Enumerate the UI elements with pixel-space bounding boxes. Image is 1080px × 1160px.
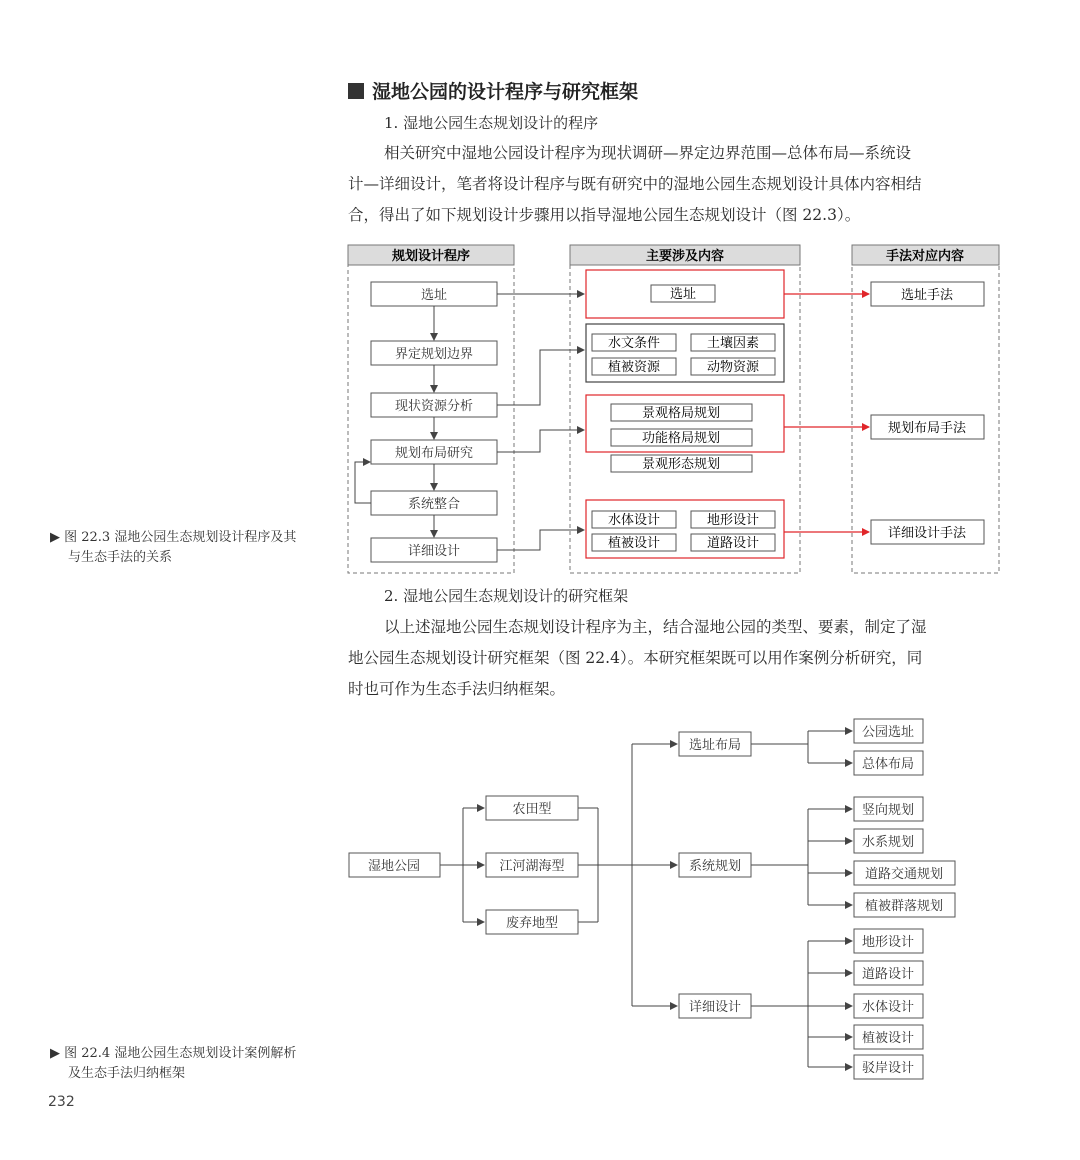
fig1-content-site: 选址 — [669, 287, 697, 302]
fig1-step-label: 现状资源分析 — [394, 399, 474, 414]
fig2-type: 江河湖海型 — [499, 859, 565, 874]
para1-line1: 相关研究中湿地公园设计程序为现状调研—界定边界范围—总体布局—系统设 — [384, 144, 912, 162]
fig1-resource: 动物资源 — [706, 360, 760, 375]
fig2-leaf: 竖向规划 — [861, 803, 915, 818]
fig2-type: 废弃地型 — [505, 916, 559, 931]
para2-line1: 以上述湿地公园生态规划设计程序为主，结合湿地公园的类型、要素，制定了湿 — [384, 618, 927, 636]
para2-line3: 时也可作为生态手法归纳框架。 — [348, 680, 566, 698]
fig2-leaf: 公园选址 — [861, 725, 915, 740]
fig2-group: 选址布局 — [688, 738, 742, 753]
subheading-1: 1. 湿地公园生态规划设计的程序 — [384, 114, 599, 132]
fig1-col3-header: 手法对应内容 — [885, 249, 965, 264]
fig1-step-label: 系统整合 — [407, 497, 461, 512]
fig1-detail: 水体设计 — [607, 513, 661, 528]
fig1-step-label: 选址 — [420, 288, 448, 303]
fig2-leaf: 道路设计 — [861, 967, 915, 982]
fig2-leaf: 道路交通规划 — [864, 867, 944, 882]
fig1-method: 详细设计手法 — [887, 526, 967, 541]
fig1-detail: 植被设计 — [607, 536, 661, 551]
fig2-leaf: 驳岸设计 — [861, 1061, 915, 1076]
fig1-detail: 道路设计 — [706, 536, 760, 551]
fig1-caption-line1: ▶ 图 22.3 湿地公园生态规划设计程序及其 — [50, 530, 297, 545]
fig1-col1-header: 规划设计程序 — [391, 249, 471, 264]
subheading-2: 2. 湿地公园生态规划设计的研究框架 — [384, 587, 629, 605]
fig1-resource: 土壤因素 — [706, 336, 760, 351]
fig2-leaf: 植被群落规划 — [864, 899, 944, 914]
fig1-method: 规划布局手法 — [887, 421, 967, 436]
fig1-step-label: 界定规划边界 — [394, 347, 474, 362]
fig2-leaf: 水体设计 — [861, 1000, 915, 1015]
fig1-step-label: 规划布局研究 — [394, 446, 474, 461]
page-number: 232 — [48, 1094, 75, 1110]
fig1-layout: 景观形态规划 — [641, 457, 721, 472]
fig1-detail: 地形设计 — [706, 513, 760, 528]
fig1-resource: 植被资源 — [607, 360, 661, 375]
para1-line3: 合，得出了如下规划设计步骤用以指导湿地公园生态规划设计（图 22.3）。 — [348, 206, 861, 224]
fig2-group: 详细设计 — [688, 1000, 742, 1015]
fig1-resource: 水文条件 — [607, 336, 661, 351]
figure-22-4 — [349, 719, 955, 1079]
fig2-leaf: 植被设计 — [861, 1031, 915, 1046]
fig1-caption-line2: 与生态手法的关系 — [68, 550, 173, 565]
section-title: 湿地公园的设计程序与研究框架 — [372, 81, 639, 103]
fig1-step-label: 详细设计 — [407, 544, 461, 559]
fig1-method: 选址手法 — [900, 288, 954, 303]
fig2-root: 湿地公园 — [367, 859, 421, 874]
fig1-layout: 功能格局规划 — [641, 431, 721, 446]
fig2-group: 系统规划 — [688, 859, 742, 874]
fig2-leaf: 总体布局 — [861, 757, 915, 772]
fig1-col2-header: 主要涉及内容 — [645, 249, 725, 264]
fig2-type: 农田型 — [512, 802, 552, 817]
para2-line2: 地公园生态规划设计研究框架（图 22.4）。本研究框架既可以用作案例分析研究，同 — [348, 649, 923, 667]
fig2-leaf: 地形设计 — [861, 935, 915, 950]
para1-line2: 计—详细设计，笔者将设计程序与既有研究中的湿地公园生态规划设计具体内容相结 — [348, 175, 922, 193]
fig2-leaf: 水系规划 — [861, 835, 915, 850]
fig2-caption-line1: ▶ 图 22.4 湿地公园生态规划设计案例解析 — [50, 1046, 297, 1061]
fig1-layout: 景观格局规划 — [641, 406, 721, 421]
fig2-caption-line2: 及生态手法归纳框架 — [68, 1066, 186, 1081]
